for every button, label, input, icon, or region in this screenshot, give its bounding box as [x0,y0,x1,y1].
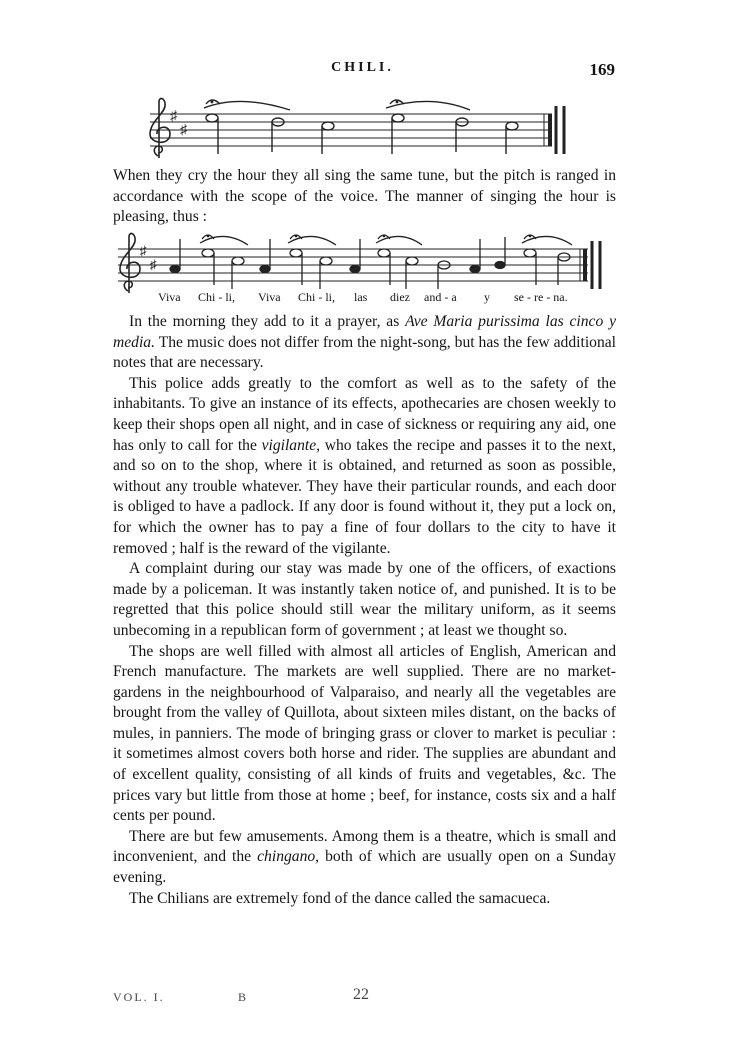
paragraph-3-part1: This police adds greatly to the comfort as well as to the safety of the inhabitants. To give an instance of its effects, apothecaries are chosen weekly to keep their shops open all night, and in case of sickness or requiring any aid, one has only to call for the [113,374,616,454]
lyric-syllable: Chi - li, [198,290,236,304]
svg-text:♯: ♯ [170,109,177,124]
page-footer [113,986,616,1006]
paragraph-1 [113,166,616,228]
song-lyrics [158,290,578,308]
paragraph-3-italic: vigilante, [261,436,321,454]
lyric-syllable: Viva [258,290,281,304]
volume-signature: VOL. I. [113,990,165,1004]
signature-mark: B [238,990,247,1004]
paragraph-3-part2: who takes the recipe and passes it to the next, and so on to the shop, where it is obtained, and returned as soon as possible, without any trouble whatever. They have their particular rounds, and each door is obliged to have a padlock. If any door is found without it, they put a lock on, for which the owner has to pay a fine of four dollars to the city to have it removed ; half is the reward of the vigilante. [113,436,617,557]
paragraph-6-italic: chingano, [257,848,320,866]
lyric-syllable: y [484,290,490,304]
running-head: CHILI. [331,60,394,75]
svg-text:♯: ♯ [150,257,157,272]
paragraph-2 [113,312,616,374]
svg-text:♯: ♯ [180,123,187,138]
lyric-syllable: and - a [424,290,457,304]
paragraph-7: The Chilians are extremely fond of the dance called the samacueca. [129,889,551,907]
paragraph-6 [113,827,616,889]
lyric-syllable: Chi - li, [298,290,336,304]
svg-text:♯: ♯ [140,243,147,258]
page-number: 169 [589,60,615,79]
page-header [110,60,615,84]
paragraph-5: The shops are well filled with almost all articles of English, American and French manufacture. The markets are well supplied. There are no market-gardens in the neighbourhood of Valparaiso, and nearly all the vegetables are brought from the valley of Quillota, about sixteen miles distant, on the backs of mules, in panniers. The mode of bringing grass or clover to market is peculiar : it sometimes almost covers both horse and rider. The supplies are abundant and of excellent quality, consisting of all kinds of fruits and vegetables, &c. The prices vary but little from those at home ; beef, for instance, costs six and a half cents per pound. [113,642,616,825]
paragraph-3 [113,374,616,559]
paragraph-2-part2: The music does not differ from the night-song, but has the few additional notes that are necessary. [113,333,616,372]
paragraph-2-italic: Ave Maria purissima las cinco y media. [113,313,616,351]
paragraph-6-part1: There are but few amusements. Among them is a theatre, which is small and inconvenient, and the [113,827,616,866]
lyric-syllable: diez [390,290,410,304]
paragraph-1-text: When they cry the hour they all sing the same tune, but the pitch is ranged in accordance with the scope of the voice. The manner of singing the hour is pleasing, thus : [113,167,616,226]
music-staff-1 [140,92,580,162]
paragraph-6-part2: both of which are usually open on a Sunday evening. [113,848,616,887]
body-text [113,312,616,909]
lyric-syllable: se - re - na. [514,290,568,304]
paragraph-4: A complaint during our stay was made by one of the officers, of exactions made by a policeman. It was instantly taken notice of, and punished. It is to be regretted that this police should still wear the military uniform, as it seems unbecoming in a republican form of government ; at least we thought so. [113,560,616,639]
music-staff-2 [110,225,610,293]
lyric-syllable: las [354,290,368,304]
lyric-syllable: Viva [158,290,181,304]
paragraph-2-part1: In the morning they add to it a prayer, as [129,313,406,330]
signature-number: 22 [353,986,369,1003]
